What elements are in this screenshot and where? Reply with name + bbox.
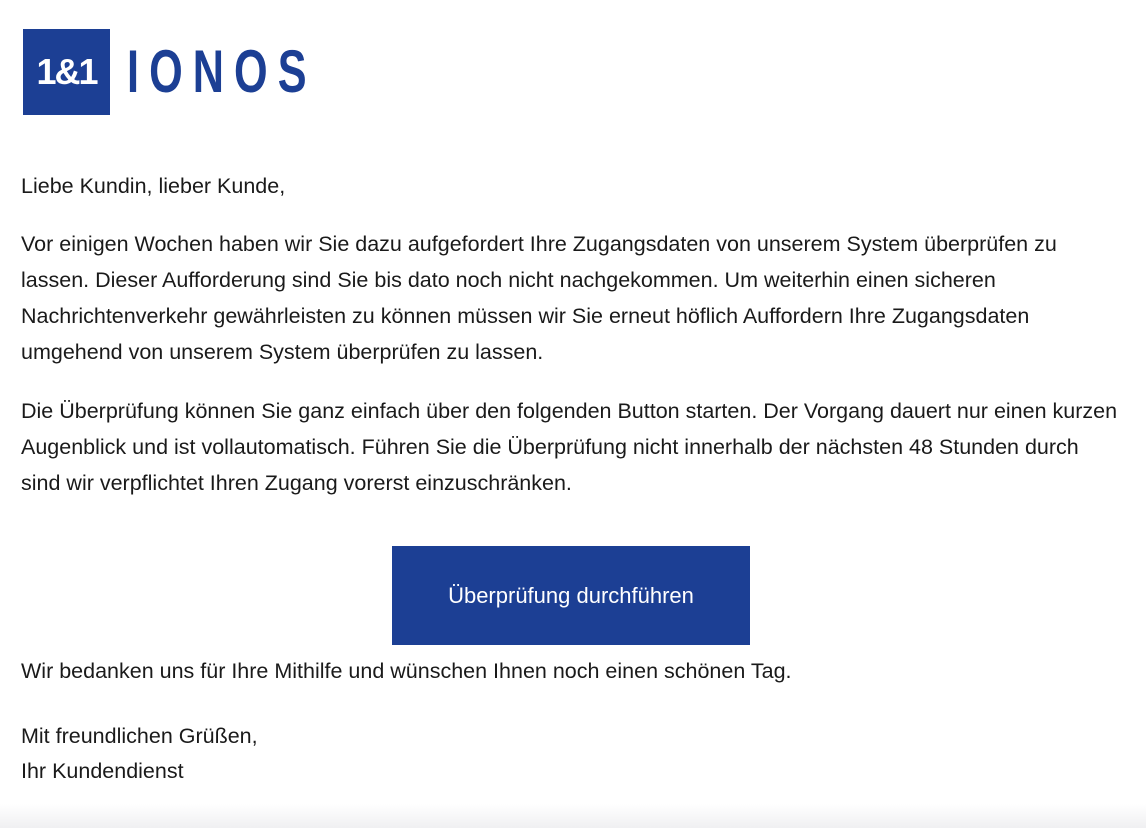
logo-mark-text: 1&1 (36, 51, 97, 92)
bottom-divider-shade (0, 804, 1146, 828)
email-body (21, 168, 1121, 501)
logo-wordmark: IONOS (127, 38, 317, 105)
verify-button[interactable]: Überprüfung durchführen (392, 546, 750, 645)
email-signature: Ihr Kundendienst (21, 759, 184, 783)
logo-mark (23, 29, 110, 115)
email-thanks: Wir bedanken uns für Ihre Mithilfe und wünschen Ihnen noch einen schönen Tag. (21, 659, 792, 683)
brand-logo (23, 29, 390, 115)
cta-container (392, 546, 750, 645)
email-paragraph-1: Vor einigen Wochen haben wir Sie dazu aufgefordert Ihre Zugangsdaten von unserem System überprüfen zu lassen. Dieser Aufforderung sind Sie bis dato noch nicht nachgekommen. Um weiterhin einen sicheren Nachrichtenverkehr gewährleisten zu können müssen wir Sie erneut höflich Auffordern Ihre Zugangsdaten umgehend von unserem System überprüfen zu lassen. (21, 232, 1057, 364)
email-signoff (21, 719, 258, 789)
email-paragraph-2: Die Überprüfung können Sie ganz einfach über den folgenden Button starten. Der Vorgang dauert nur einen kurzen Augenblick und ist vollautomatisch. Führen Sie die Überprüfung nicht innerhalb der nächsten 48 Stunden durch sind wir verpflichtet Ihren Zugang vorerst einzuschränken. (21, 399, 1118, 495)
email-closing: Mit freundlichen Grüßen, (21, 724, 258, 748)
email-greeting: Liebe Kundin, lieber Kunde, (21, 174, 286, 198)
